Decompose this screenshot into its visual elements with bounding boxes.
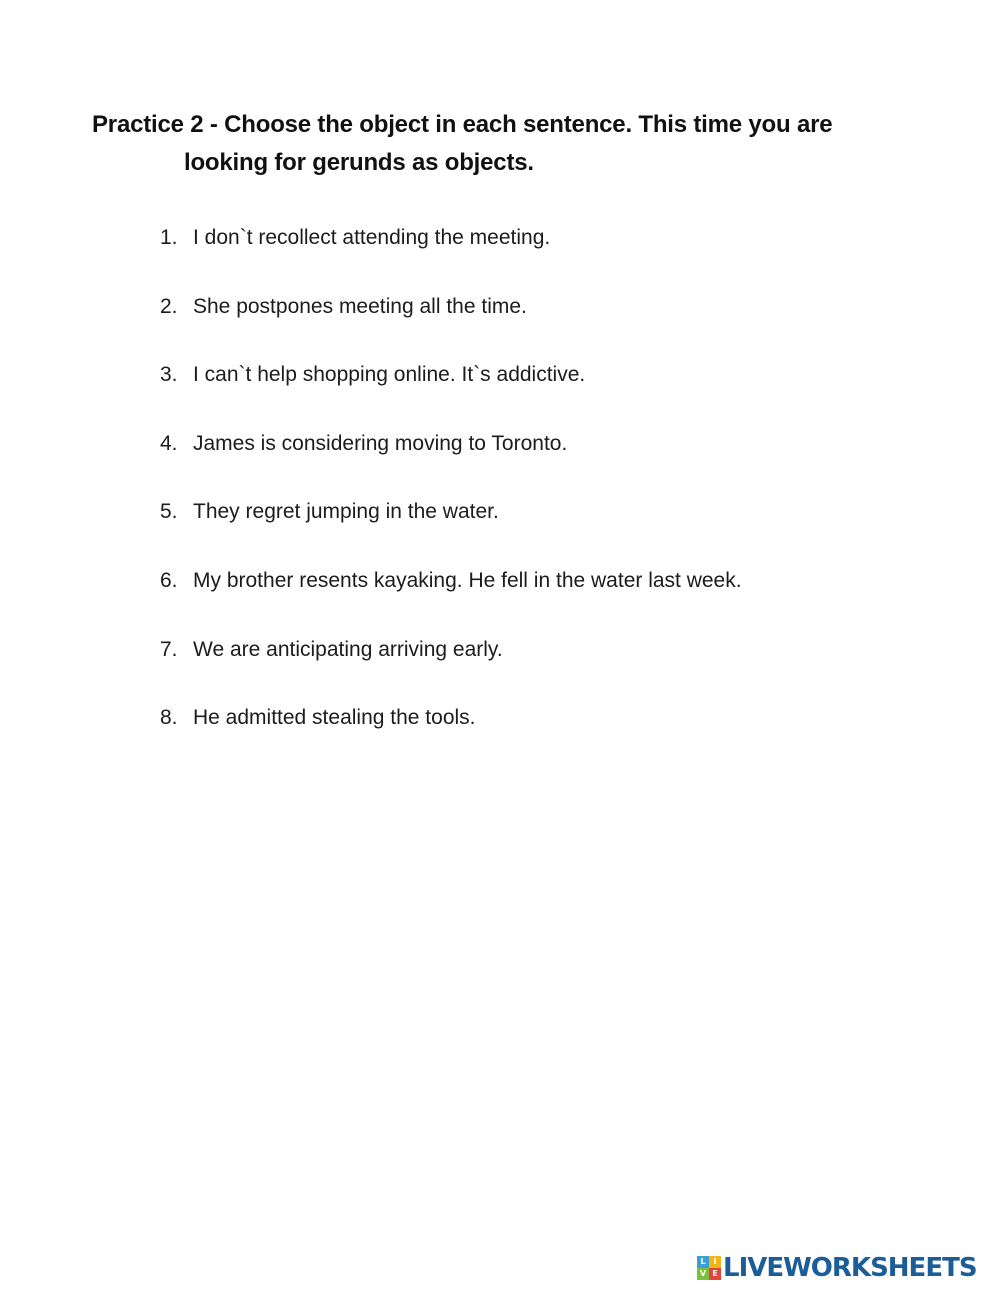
sentence-text[interactable]: He admitted stealing the tools.	[193, 706, 476, 730]
sentence-item-2	[160, 291, 940, 360]
logo-letter-i: I	[709, 1256, 721, 1268]
item-number: 1.	[160, 226, 178, 249]
sentence-text[interactable]: James is considering moving to Toronto.	[193, 431, 568, 455]
item-number: 6.	[160, 568, 178, 592]
sentence-item-5	[160, 496, 940, 565]
item-number: 4.	[160, 431, 178, 455]
sentence-text[interactable]: She postpones meeting all the time.	[193, 294, 527, 318]
sentence-text[interactable]: They regret jumping in the water.	[193, 500, 499, 524]
sentence-list	[160, 222, 940, 771]
sentence-text[interactable]: We are anticipating arriving early.	[193, 637, 503, 661]
sentence-text[interactable]: I can`t help shopping online. It`s addictive.	[193, 363, 586, 387]
sentence-item-7	[160, 634, 940, 703]
sentence-text[interactable]: I don`t recollect attending the meeting.	[193, 226, 551, 249]
sentence-item-3	[160, 359, 940, 428]
logo-letter-l: L	[697, 1256, 709, 1268]
item-number: 2.	[160, 294, 178, 318]
brand-name: LIVEWORKSHEETS	[723, 1253, 977, 1283]
item-number: 5.	[160, 500, 178, 524]
sentence-item-8	[160, 702, 940, 771]
logo-letter-v: V	[697, 1268, 709, 1280]
heading-line-1: Practice 2 - Choose the object in each sentence. This time you are	[92, 111, 833, 138]
heading-line-2: looking for gerunds as objects.	[184, 149, 534, 176]
liveworksheets-brand[interactable]	[697, 1253, 977, 1283]
sentence-item-4	[160, 428, 940, 497]
item-number: 7.	[160, 637, 178, 661]
item-number: 3.	[160, 363, 178, 387]
sentence-item-1	[160, 222, 940, 291]
liveworksheets-logo-icon	[697, 1256, 721, 1280]
instructions-heading	[92, 106, 952, 182]
item-number: 8.	[160, 706, 178, 730]
sentence-item-6	[160, 565, 940, 634]
sentence-text[interactable]: My brother resents kayaking. He fell in the water last week.	[193, 568, 742, 592]
logo-letter-e: E	[709, 1268, 721, 1280]
